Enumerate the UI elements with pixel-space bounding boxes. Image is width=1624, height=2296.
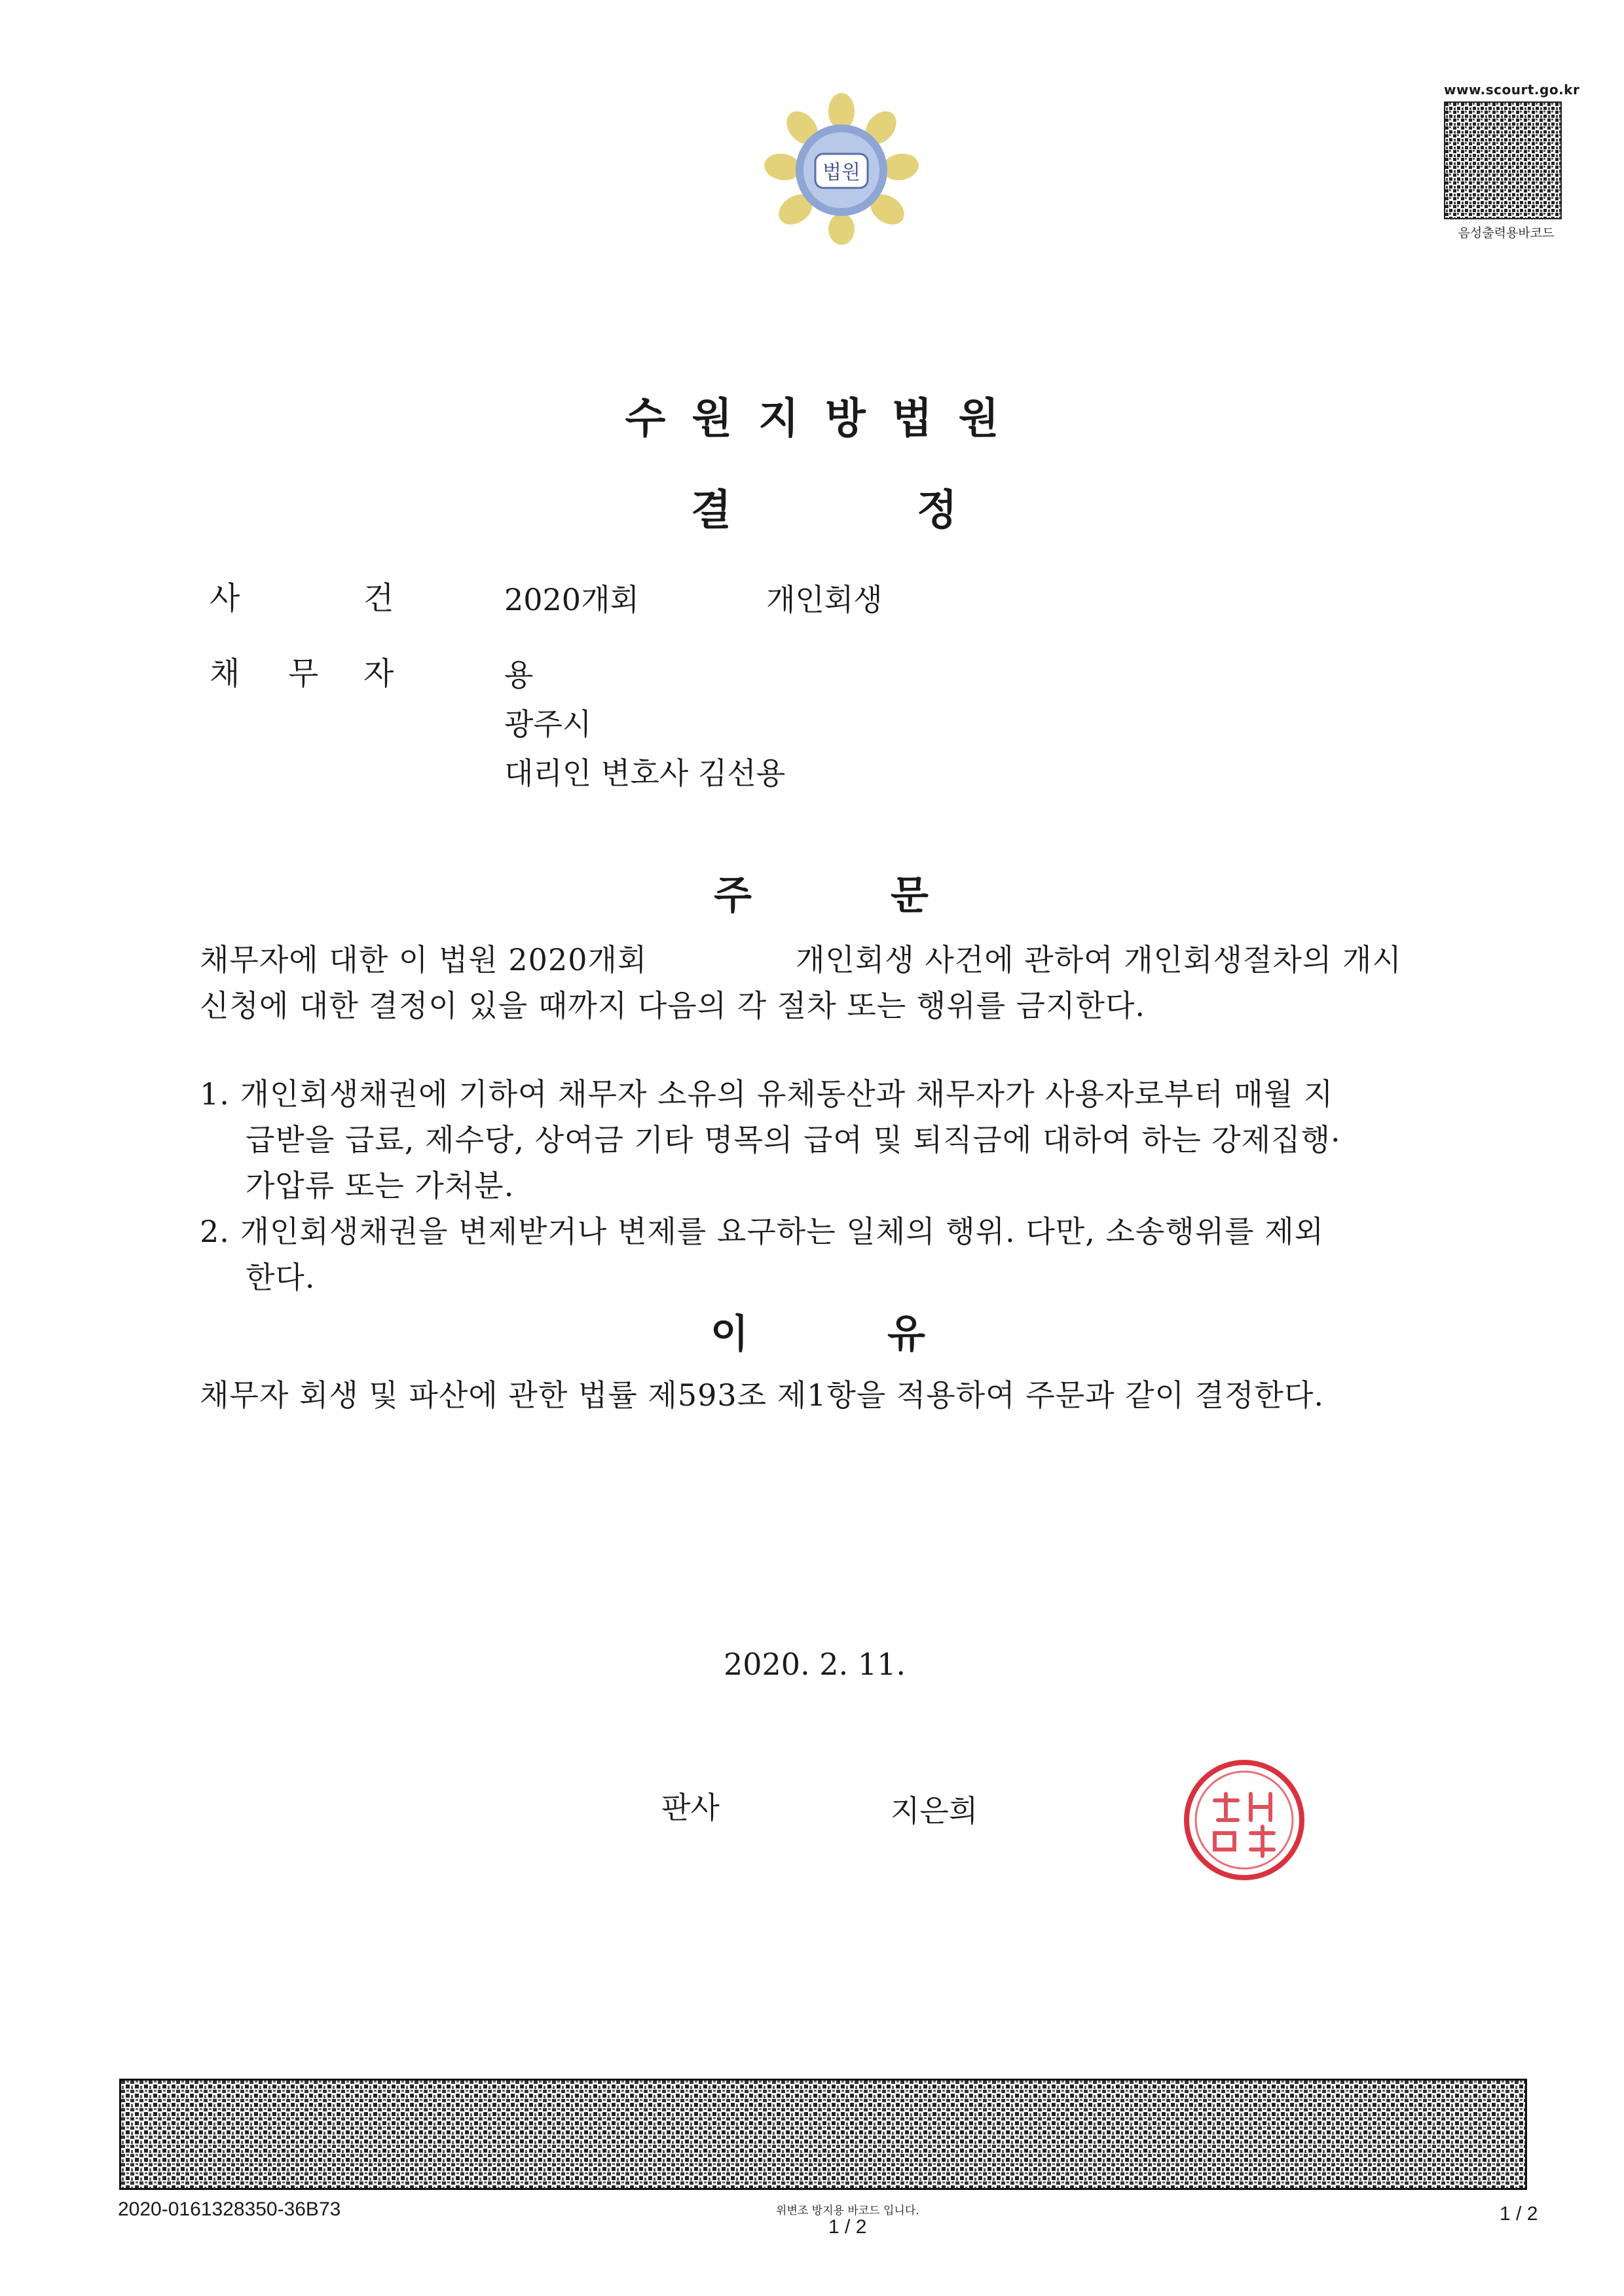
page-number-right: 1 / 2 <box>1500 2203 1538 2225</box>
court-name: 수원지방법원 <box>625 395 1025 443</box>
case-name: 개인회생 <box>766 582 883 617</box>
order-heading-char-1: 주 <box>714 873 752 919</box>
doc-title-right: 정 <box>917 486 957 535</box>
debtor-name: 용 <box>504 657 534 693</box>
judge-seal-stamp <box>1179 1755 1310 1886</box>
judge-name: 지은희 <box>891 1793 978 1829</box>
debtor-label-char-3: 자 <box>363 655 394 692</box>
decision-date: 2020. 2. 11. <box>724 1647 906 1682</box>
debtor-label-char-1: 채 <box>210 655 240 692</box>
emblem-label: 법원 <box>822 161 860 184</box>
order-item-1-line-3: 가압류 또는 가처분. <box>246 1168 515 1203</box>
order-item-2-line-1: 2. 개인회생채권을 변제받거나 변제를 요구하는 일체의 행위. 다만, 소송행위를 제외 <box>200 1214 1325 1249</box>
case-number: 2020개회 <box>504 582 639 617</box>
debtor-label-char-2: 무 <box>288 655 319 692</box>
document-code: 2020-0161328350-36B73 <box>118 2198 341 2220</box>
debtor-agent: 대리인 변호사 김선용 <box>504 756 786 791</box>
reason-heading-char-1: 이 <box>710 1311 748 1357</box>
order-item-1-line-1: 1. 개인회생채권에 기하여 채무자 소유의 유체동산과 채무자가 사용자로부터 매월 지 <box>200 1076 1334 1112</box>
case-label-char-1: 사 <box>210 580 240 617</box>
scourt-url: www.scourt.go.kr <box>1444 82 1580 98</box>
reason-heading-char-2: 유 <box>887 1311 925 1357</box>
voice-output-barcode <box>1444 82 1580 241</box>
case-label-char-2: 건 <box>363 580 394 617</box>
page-number-center: 1 / 2 <box>828 2216 867 2238</box>
court-emblem-logo <box>753 92 930 249</box>
order-line-1a: 채무자에 대한 이 법원 2020개회 <box>200 942 648 977</box>
qr-code-icon <box>1444 101 1562 219</box>
forgery-note: 위변조 방지용 바코드 입니다. <box>776 2204 919 2217</box>
debtor-address: 광주시 <box>504 706 592 742</box>
doc-title-left: 결 <box>691 486 731 535</box>
judge-title: 판사 <box>661 1790 720 1825</box>
barcode-caption: 음성출력용바코드 <box>1458 226 1555 240</box>
order-heading-char-2: 문 <box>891 873 929 919</box>
order-item-1-line-2: 급받을 급료, 제수당, 상여금 기타 명목의 급여 및 퇴직금에 대하여 하는 강제집행· <box>246 1122 1341 1157</box>
order-line-2: 신청에 대한 결정이 있을 때까지 다음의 각 절차 또는 행위를 금지한다. <box>200 988 1146 1023</box>
reason-text: 채무자 회생 및 파산에 관한 법률 제593조 제1항을 적용하여 주문과 같이 결정한다. <box>200 1377 1325 1413</box>
order-item-2-line-2: 한다. <box>246 1260 316 1295</box>
anti-forgery-barcode <box>119 2079 1527 2190</box>
order-line-1b: 개인회생 사건에 관하여 개인회생절차의 개시 <box>796 942 1402 977</box>
